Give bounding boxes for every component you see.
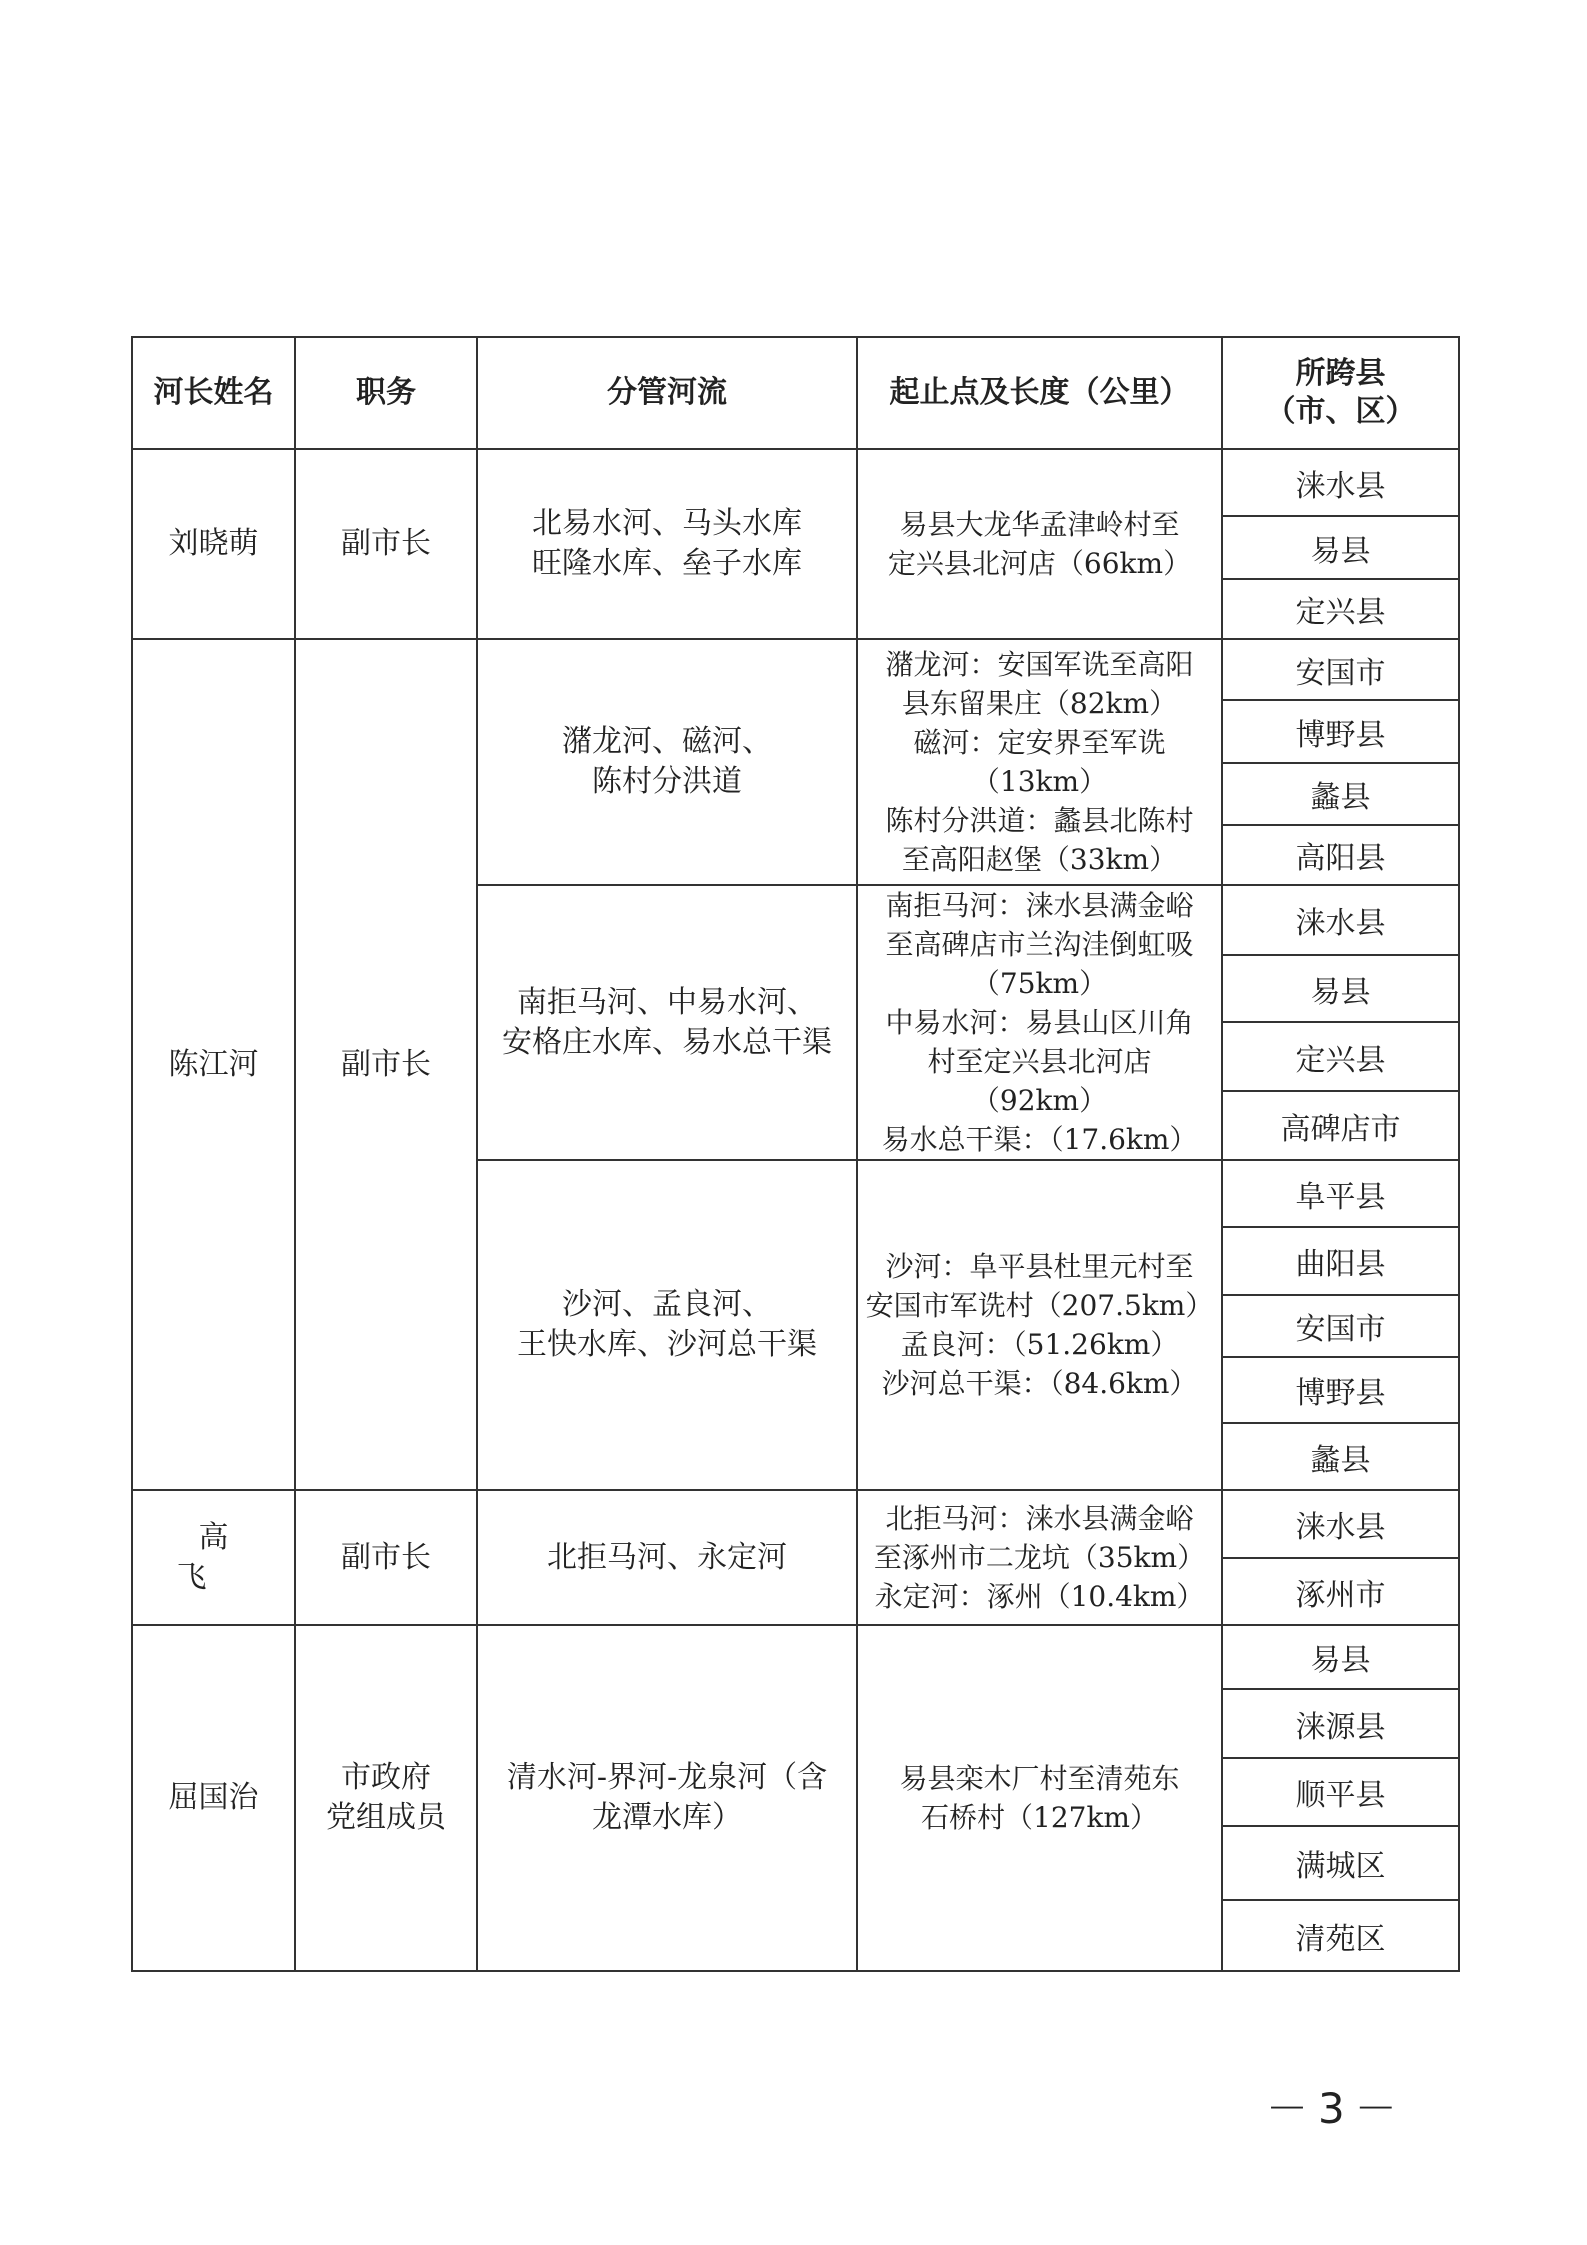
- chief-role: [295, 1625, 477, 1971]
- chief-role: 副市长: [295, 639, 477, 1490]
- range-line: 至高碑店市兰沟洼倒虹吸: [885, 928, 1194, 961]
- county-cell: 涞源县: [1222, 1689, 1459, 1758]
- river-line: 北拒马河、永定河: [547, 1539, 787, 1575]
- river-chief-table: [131, 336, 1460, 1972]
- header-rivers: 分管河流: [477, 337, 857, 449]
- range-cell: [857, 1490, 1222, 1625]
- county-cell: 涞水县: [1222, 449, 1459, 516]
- range-line: 永定河：涿州（10.4km）: [874, 1580, 1205, 1613]
- county-cell: 阜平县: [1222, 1160, 1459, 1227]
- range-line: （75km）: [971, 967, 1108, 1000]
- river-line: 沙河、孟良河、: [562, 1287, 772, 1322]
- county-cell: 安国市: [1222, 1295, 1459, 1357]
- county-cell: 易县: [1222, 516, 1459, 579]
- chief-name: [132, 1490, 295, 1625]
- range-line: 易水总干渠：（17.6km）: [881, 1123, 1198, 1156]
- range-cell: [857, 885, 1222, 1160]
- chief-name: 刘晓萌: [132, 449, 295, 639]
- chief-name-text: 高飞: [176, 1519, 273, 1595]
- river-line: 南拒马河、中易水河、: [517, 984, 817, 1020]
- county-cell: 涞水县: [1222, 885, 1459, 955]
- county-cell: 易县: [1222, 955, 1459, 1023]
- county-cell: 蠡县: [1222, 763, 1459, 825]
- county-cell: 曲阳县: [1222, 1227, 1459, 1295]
- rivers-cell: [477, 885, 857, 1160]
- role-line: 党组成员: [326, 1800, 446, 1835]
- range-line: 石桥村（127km）: [921, 1801, 1158, 1834]
- header-name: 河长姓名: [132, 337, 295, 449]
- chief-name: 陈江河: [132, 639, 295, 1490]
- range-line: 村至定兴县北河店: [927, 1045, 1152, 1078]
- chief-role: 副市长: [295, 1490, 477, 1625]
- table-row: [132, 1625, 1459, 1689]
- rivers-cell: [477, 639, 857, 885]
- header-counties-line2: （市、区）: [1265, 394, 1416, 429]
- river-line: 龙潭水库）: [592, 1800, 742, 1835]
- table-header-row: [132, 337, 1459, 449]
- range-line: 陈村分洪道：蠡县北陈村: [885, 804, 1194, 837]
- range-line: 至涿州市二龙坑（35km）: [873, 1541, 1206, 1574]
- range-line: 孟良河：（51.26km）: [900, 1328, 1179, 1361]
- range-line: 易县栾木厂村至清苑东: [899, 1762, 1180, 1795]
- county-cell: 高碑店市: [1222, 1091, 1459, 1160]
- range-line: 南拒马河：涞水县满金峪: [885, 889, 1194, 922]
- range-line: 潴龙河：安国军诜至高阳: [885, 648, 1194, 681]
- role-line: 市政府: [341, 1760, 431, 1795]
- county-cell: 博野县: [1222, 700, 1459, 763]
- range-line: （13km）: [971, 765, 1108, 798]
- county-cell: 高阳县: [1222, 825, 1459, 885]
- chief-name: 屈国治: [132, 1625, 295, 1971]
- county-cell: 满城区: [1222, 1826, 1459, 1900]
- county-cell: 蠡县: [1222, 1423, 1459, 1490]
- table-row: [132, 449, 1459, 516]
- rivers-cell: [477, 1625, 857, 1971]
- river-line: 北易水河、马头水库: [532, 506, 802, 541]
- river-line: 潴龙河、磁河、: [562, 724, 772, 759]
- range-line: 沙河：阜平县杜里元村至: [885, 1250, 1194, 1283]
- river-line: 旺隆水库、垒子水库: [532, 546, 802, 581]
- range-line: 至高阳赵堡（33km）: [901, 843, 1178, 876]
- rivers-cell: [477, 1490, 857, 1625]
- header-role: 职务: [295, 337, 477, 449]
- range-line: 县东留果庄（82km）: [901, 687, 1178, 720]
- river-line: 陈村分洪道: [592, 764, 742, 799]
- river-line: 安格庄水库、易水总干渠: [502, 1024, 832, 1060]
- range-cell: [857, 449, 1222, 639]
- range-line: 易县大龙华孟津岭村至: [899, 508, 1180, 541]
- range-cell: [857, 639, 1222, 885]
- river-line: 清水河-界河-龙泉河（含: [506, 1760, 828, 1795]
- range-line: 北拒马河：涞水县满金峪: [885, 1502, 1194, 1535]
- page-number: －3－: [1266, 2084, 1407, 2133]
- range-cell: [857, 1160, 1222, 1490]
- county-cell: 定兴县: [1222, 579, 1459, 639]
- range-line: 中易水河：易县山区川角: [885, 1006, 1194, 1039]
- range-cell: [857, 1625, 1222, 1971]
- table-row: [132, 1490, 1459, 1558]
- header-counties: [1222, 337, 1459, 449]
- range-line: 磁河：定安界至军诜: [913, 726, 1166, 759]
- county-cell: 涿州市: [1222, 1558, 1459, 1625]
- rivers-cell: [477, 449, 857, 639]
- range-line: （92km）: [971, 1084, 1108, 1117]
- header-range: 起止点及长度（公里）: [857, 337, 1222, 449]
- table-row: [132, 639, 1459, 700]
- header-counties-line1: 所跨县: [1295, 356, 1386, 391]
- range-line: 沙河总干渠：（84.6km）: [881, 1367, 1198, 1400]
- county-cell: 博野县: [1222, 1357, 1459, 1423]
- county-cell: 易县: [1222, 1625, 1459, 1689]
- county-cell: 定兴县: [1222, 1022, 1459, 1091]
- county-cell: 顺平县: [1222, 1758, 1459, 1826]
- range-line: 定兴县北河店（66km）: [887, 547, 1192, 580]
- river-line: 王快水库、沙河总干渠: [517, 1327, 817, 1362]
- range-line: 安国市军诜村（207.5km）: [865, 1289, 1214, 1322]
- rivers-cell: [477, 1160, 857, 1490]
- county-cell: 涞水县: [1222, 1490, 1459, 1558]
- county-cell: 安国市: [1222, 639, 1459, 700]
- chief-role: 副市长: [295, 449, 477, 639]
- county-cell: 清苑区: [1222, 1900, 1459, 1971]
